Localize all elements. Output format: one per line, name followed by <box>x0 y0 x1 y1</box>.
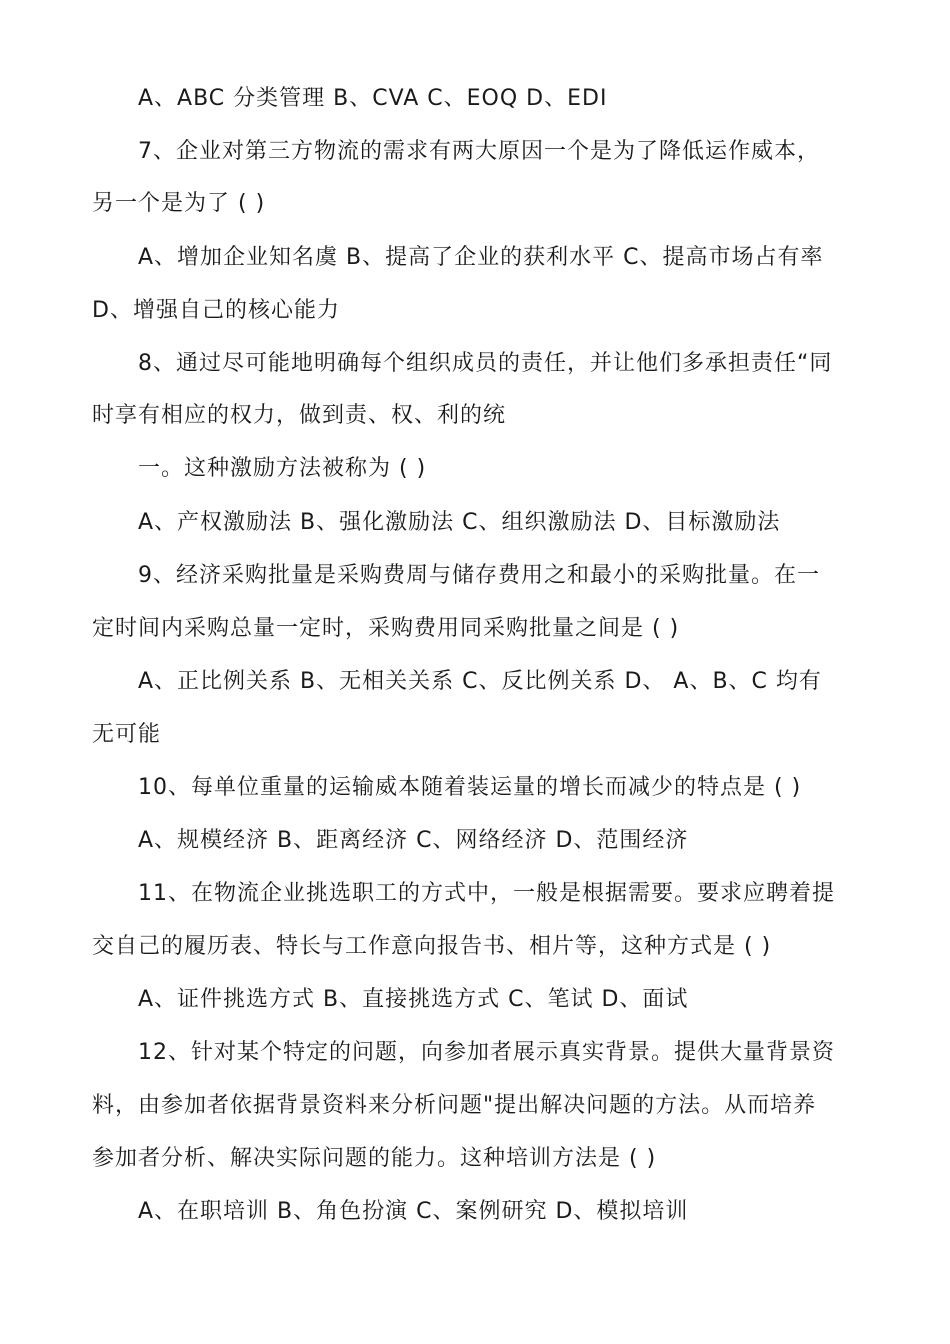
q9-question-line1: 9、经济采购批量是采购费周与储存费用之和最小的采购批量。在一 <box>138 563 820 588</box>
q12-question-line2: 料，由参加者依据背景资料来分析问题"提出解决问题的方法。从而培养 <box>92 1093 817 1118</box>
q11-question-line1: 11、在物流企业挑选职工的方式中，一般是根据需要。要求应聘着提 <box>138 881 835 906</box>
q7-options-line1: A、增加企业知名虞 B、提高了企业的获利水平 C、提高市场占有率 <box>138 245 824 270</box>
q9-options-line2: 无可能 <box>92 722 162 747</box>
q8-question-line3: 一。这种激励方法被称为 ( ) <box>138 456 427 481</box>
q11-question-line2: 交自己的履历表、特长与工作意向报告书、相片等，这种方式是 ( ) <box>92 934 772 959</box>
q8-question-line1: 8、通过尽可能地明确每个组织成员的责任，并让他们多承担责任“同 <box>138 351 833 376</box>
q12-question-line1: 12、针对某个特定的问题，向参加者展示真实背景。提供大量背景资 <box>138 1040 835 1065</box>
q9-question-line2: 定时间内采购总量一定时，采购费用同采购批量之间是 ( ) <box>92 616 680 641</box>
q12-options: A、在职培训 B、角色扮演 C、案例研究 D、模拟培训 <box>138 1199 689 1224</box>
q10-question: 10、每单位重量的运输威本随着装运量的增长而减少的特点是 ( ) <box>138 775 802 800</box>
q12-question-line3: 参加者分析、解决实际问题的能力。这种培训方法是 ( ) <box>92 1146 657 1171</box>
q7-question-line1: 7、企业对第三方物流的需求有两大原因一个是为了降低运作威本， <box>138 139 820 164</box>
q11-options: A、证件挑选方式 B、直接挑选方式 C、笔试 D、面试 <box>138 987 689 1012</box>
q6-options: A、ABC 分类管理 B、CVA C、EOQ D、EDI <box>138 86 608 111</box>
q10-options: A、规模经济 B、距离经济 C、网络经济 D、范围经济 <box>138 828 689 853</box>
q7-question-line2: 另一个是为了 ( ) <box>92 191 266 216</box>
q9-options-line1: A、正比例关系 B、无相关关系 C、反比例关系 D、 A、B、C 均有 <box>138 669 822 694</box>
q8-question-line2: 时享有相应的权力，做到责、权、利的统 <box>92 403 507 428</box>
q8-options: A、产权激励法 B、强化激励法 C、组织激励法 D、目标激励法 <box>138 510 781 535</box>
q7-options-line2: D、增强自己的核心能力 <box>92 298 340 323</box>
